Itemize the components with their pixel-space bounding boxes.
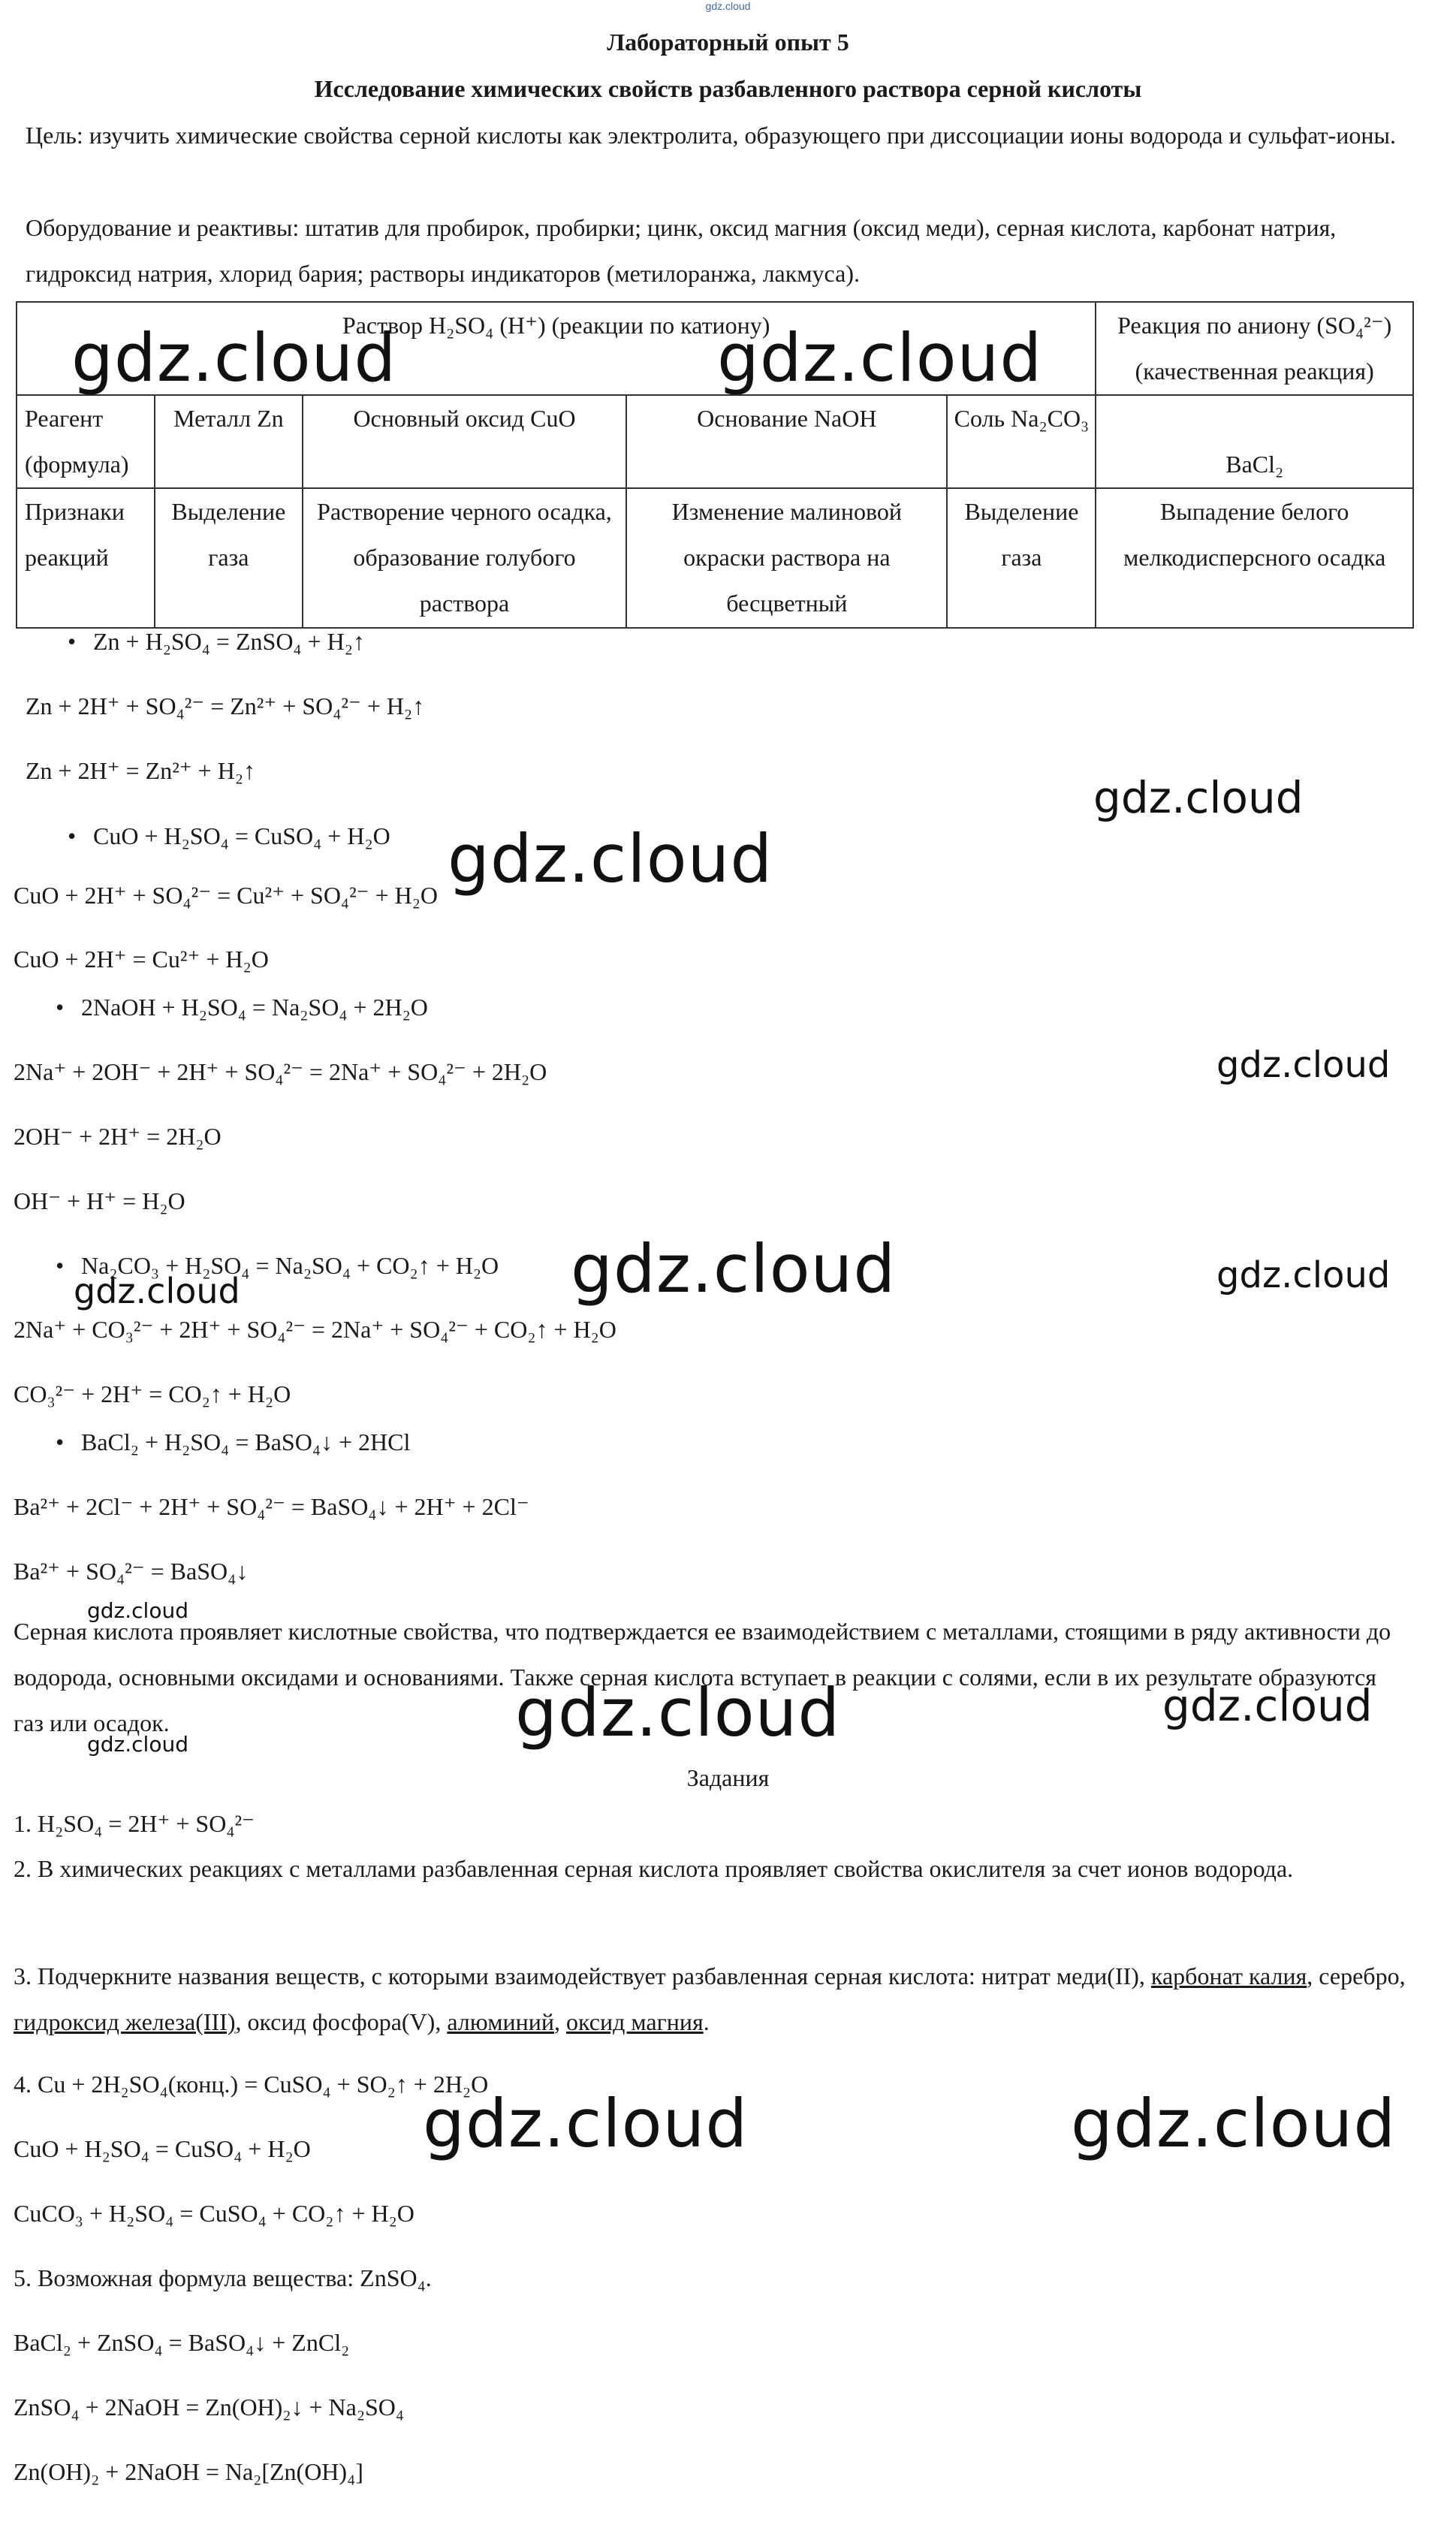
signs-salt-cell: Выделение газа [947, 488, 1096, 628]
underlined-answer: гидроксид железа(III) [14, 2008, 236, 2035]
equation-line: 2Na⁺ + 2OH⁻ + 2H⁺ + SO₄²⁻ = 2Na⁺ + SO₄²⁻ + 2H₂O [14, 1058, 547, 1085]
watermark-logo: gdz.cloud [515, 1674, 841, 1751]
equation-line: • BaCl₂ + H₂SO₄ = BaSO₄↓ + 2HCl [81, 1428, 410, 1456]
equation-line: 2Na⁺ + CO₃²⁻ + 2H⁺ + SO₄²⁻ = 2Na⁺ + SO₄²⁻ + CO₂↑ + H₂O [14, 1316, 616, 1343]
equipment-paragraph: Оборудование и реактивы: штатив для пробирок, пробирки; цинк, оксид магния (оксид меди), серная кислота, карбонат натрия, гидроксид натрия, хлорид бария; растворы индикаторов (метилоранжа, лакмуса). [26, 214, 1337, 287]
task-3 [14, 1953, 1410, 2045]
watermark-logo: gdz.cloud [423, 2085, 749, 2162]
reagent-base-cell: Основание NaOH [626, 395, 947, 488]
watermark-logo: gdz.cloud [87, 1732, 188, 1757]
equation-line: Ba²⁺ + 2Cl⁻ + 2H⁺ + SO₄²⁻ = BaSO₄↓ + 2H⁺ + 2Cl⁻ [14, 1493, 529, 1520]
tasks-header: Задания [686, 1764, 770, 1791]
underlined-answer: оксид магния [566, 2008, 704, 2035]
watermark-logo: gdz.cloud [448, 820, 773, 897]
signs-oxide-cell: Растворение черного осадка, образование голубого раствора [303, 488, 626, 628]
equation-line: Zn + 2H⁺ + SO₄²⁻ = Zn²⁺ + SO₄²⁻ + H₂↑ [26, 692, 425, 719]
equation-line: Zn + 2H⁺ = Zn²⁺ + H₂↑ [26, 757, 255, 784]
page-title: Лабораторный опыт 5 [607, 29, 849, 56]
task-3-text: , оксид фосфора(V), [235, 2008, 448, 2035]
goal-paragraph: Цель: изучить химические свойства серной кислоты как электролита, образующего при диссоциации ионы водорода и сульфат-ионы. [26, 122, 1397, 149]
signs-anion-cell: Выпадение белого мелкодисперсного осадка [1096, 488, 1413, 628]
equation-line: Ba²⁺ + SO₄²⁻ = BaSO₄↓ [14, 1558, 249, 1585]
task-3-lead: 3. Подчеркните названия веществ, с которыми взаимодействует разбавленная серная кислота: нитрат меди(II), [14, 1962, 1151, 1989]
task-4-line: 4. Cu + 2H₂SO₄(конц.) = CuSO₄ + SO₂↑ + 2H₂O [14, 2071, 489, 2098]
watermark-logo: gdz.cloud [1216, 1044, 1391, 1086]
equation-line: • 2NaOH + H₂SO₄ = Na₂SO₄ + 2H₂O [81, 994, 428, 1021]
watermark-logo: gdz.cloud [87, 1598, 188, 1623]
anion-header-cell: Реакция по аниону (SO₄²⁻) (качественная реакция) [1096, 302, 1413, 395]
task-2: 2. В химических реакциях с металлами разбавленная серная кислота проявляет свойства окислителя за счет ионов водорода. [14, 1855, 1294, 1882]
equation-line: • Zn + H₂SO₄ = ZnSO₄ + H₂↑ [93, 628, 365, 656]
watermark-logo: gdz.cloud [571, 1230, 897, 1308]
task-5-line: Zn(OH)₂ + 2NaOH = Na₂[Zn(OH)₄] [14, 2458, 363, 2485]
equation-line: OH⁻ + H⁺ = H₂O [14, 1187, 185, 1214]
cation-header-cell: Раствор H₂SO₄ (H⁺) (реакции по катиону) [17, 302, 1096, 395]
signs-metal-cell: Выделение газа [155, 488, 303, 628]
equation-line: • CuO + H₂SO₄ = CuSO₄ + H₂O [93, 822, 390, 850]
watermark-logo: gdz.cloud [717, 319, 1043, 397]
equation-line: • Na₂CO₃ + H₂SO₄ = Na₂SO₄ + CO₂↑ + H₂O [81, 1252, 499, 1280]
top-watermark: gdz.cloud [705, 0, 751, 12]
watermark-logo: gdz.cloud [74, 1271, 240, 1311]
task-1: 1. H₂SO₄ = 2H⁺ + SO₄²⁻ [14, 1810, 255, 1837]
watermark-logo: gdz.cloud [1216, 1254, 1391, 1296]
reagent-anion-cell: BaCl₂ [1096, 395, 1413, 488]
reagent-label-cell: Реагент (формула) [17, 395, 155, 488]
equation-line: CuO + 2H⁺ = Cu²⁺ + H₂O [14, 946, 269, 973]
task-3-text: , [554, 2008, 566, 2035]
watermark-logo: gdz.cloud [1162, 1680, 1373, 1731]
equation-line: 2OH⁻ + 2H⁺ = 2H₂O [14, 1123, 222, 1150]
reagent-metal-cell: Металл Zn [155, 395, 303, 488]
reagent-oxide-cell: Основный оксид CuO [303, 395, 626, 488]
task-3-text: . [703, 2008, 710, 2035]
watermark-logo: gdz.cloud [71, 319, 397, 397]
task-5-line: ZnSO₄ + 2NaOH = Zn(OH)₂↓ + Na₂SO₄ [14, 2394, 405, 2421]
conclusion-paragraph: Серная кислота проявляет кислотные свойства, что подтверждается ее взаимодействием с металлами, стоящими в ряду активности до водорода, основными оксидами и основаниями. Также серная кислота вступает в реакции с солями, если в их результате образуются газ или осадок. [14, 1618, 1391, 1736]
signs-base-cell: Изменение малиновой окраски раствора на бесцветный [626, 488, 947, 628]
page-subtitle: Исследование химических свойств разбавленного раствора серной кислоты [314, 75, 1142, 102]
task-5-line: BaCl₂ + ZnSO₄ = BaSO₄↓ + ZnCl₂ [14, 2329, 350, 2356]
equation-line: CuO + 2H⁺ + SO₄²⁻ = Cu²⁺ + SO₄²⁻ + H₂O [14, 882, 438, 909]
task-5-line: 5. Возможная формула вещества: ZnSO₄. [14, 2264, 432, 2291]
watermark-logo: gdz.cloud [1071, 2085, 1397, 2162]
underlined-answer: алюминий [447, 2008, 554, 2035]
underlined-answer: карбонат калия [1150, 1962, 1307, 1989]
task-4-line: CuCO₃ + H₂SO₄ = CuSO₄ + CO₂↑ + H₂O [14, 2200, 414, 2227]
signs-label-cell: Признаки реакций [17, 488, 155, 628]
task-4-line: CuO + H₂SO₄ = CuSO₄ + H₂O [14, 2135, 311, 2162]
watermark-logo: gdz.cloud [1093, 772, 1304, 823]
task-3-text: , серебро, [1307, 1962, 1406, 1989]
equation-line: CO₃²⁻ + 2H⁺ = CO₂↑ + H₂O [14, 1380, 291, 1407]
reagent-salt-cell: Соль Na₂CO₃ [947, 395, 1096, 488]
